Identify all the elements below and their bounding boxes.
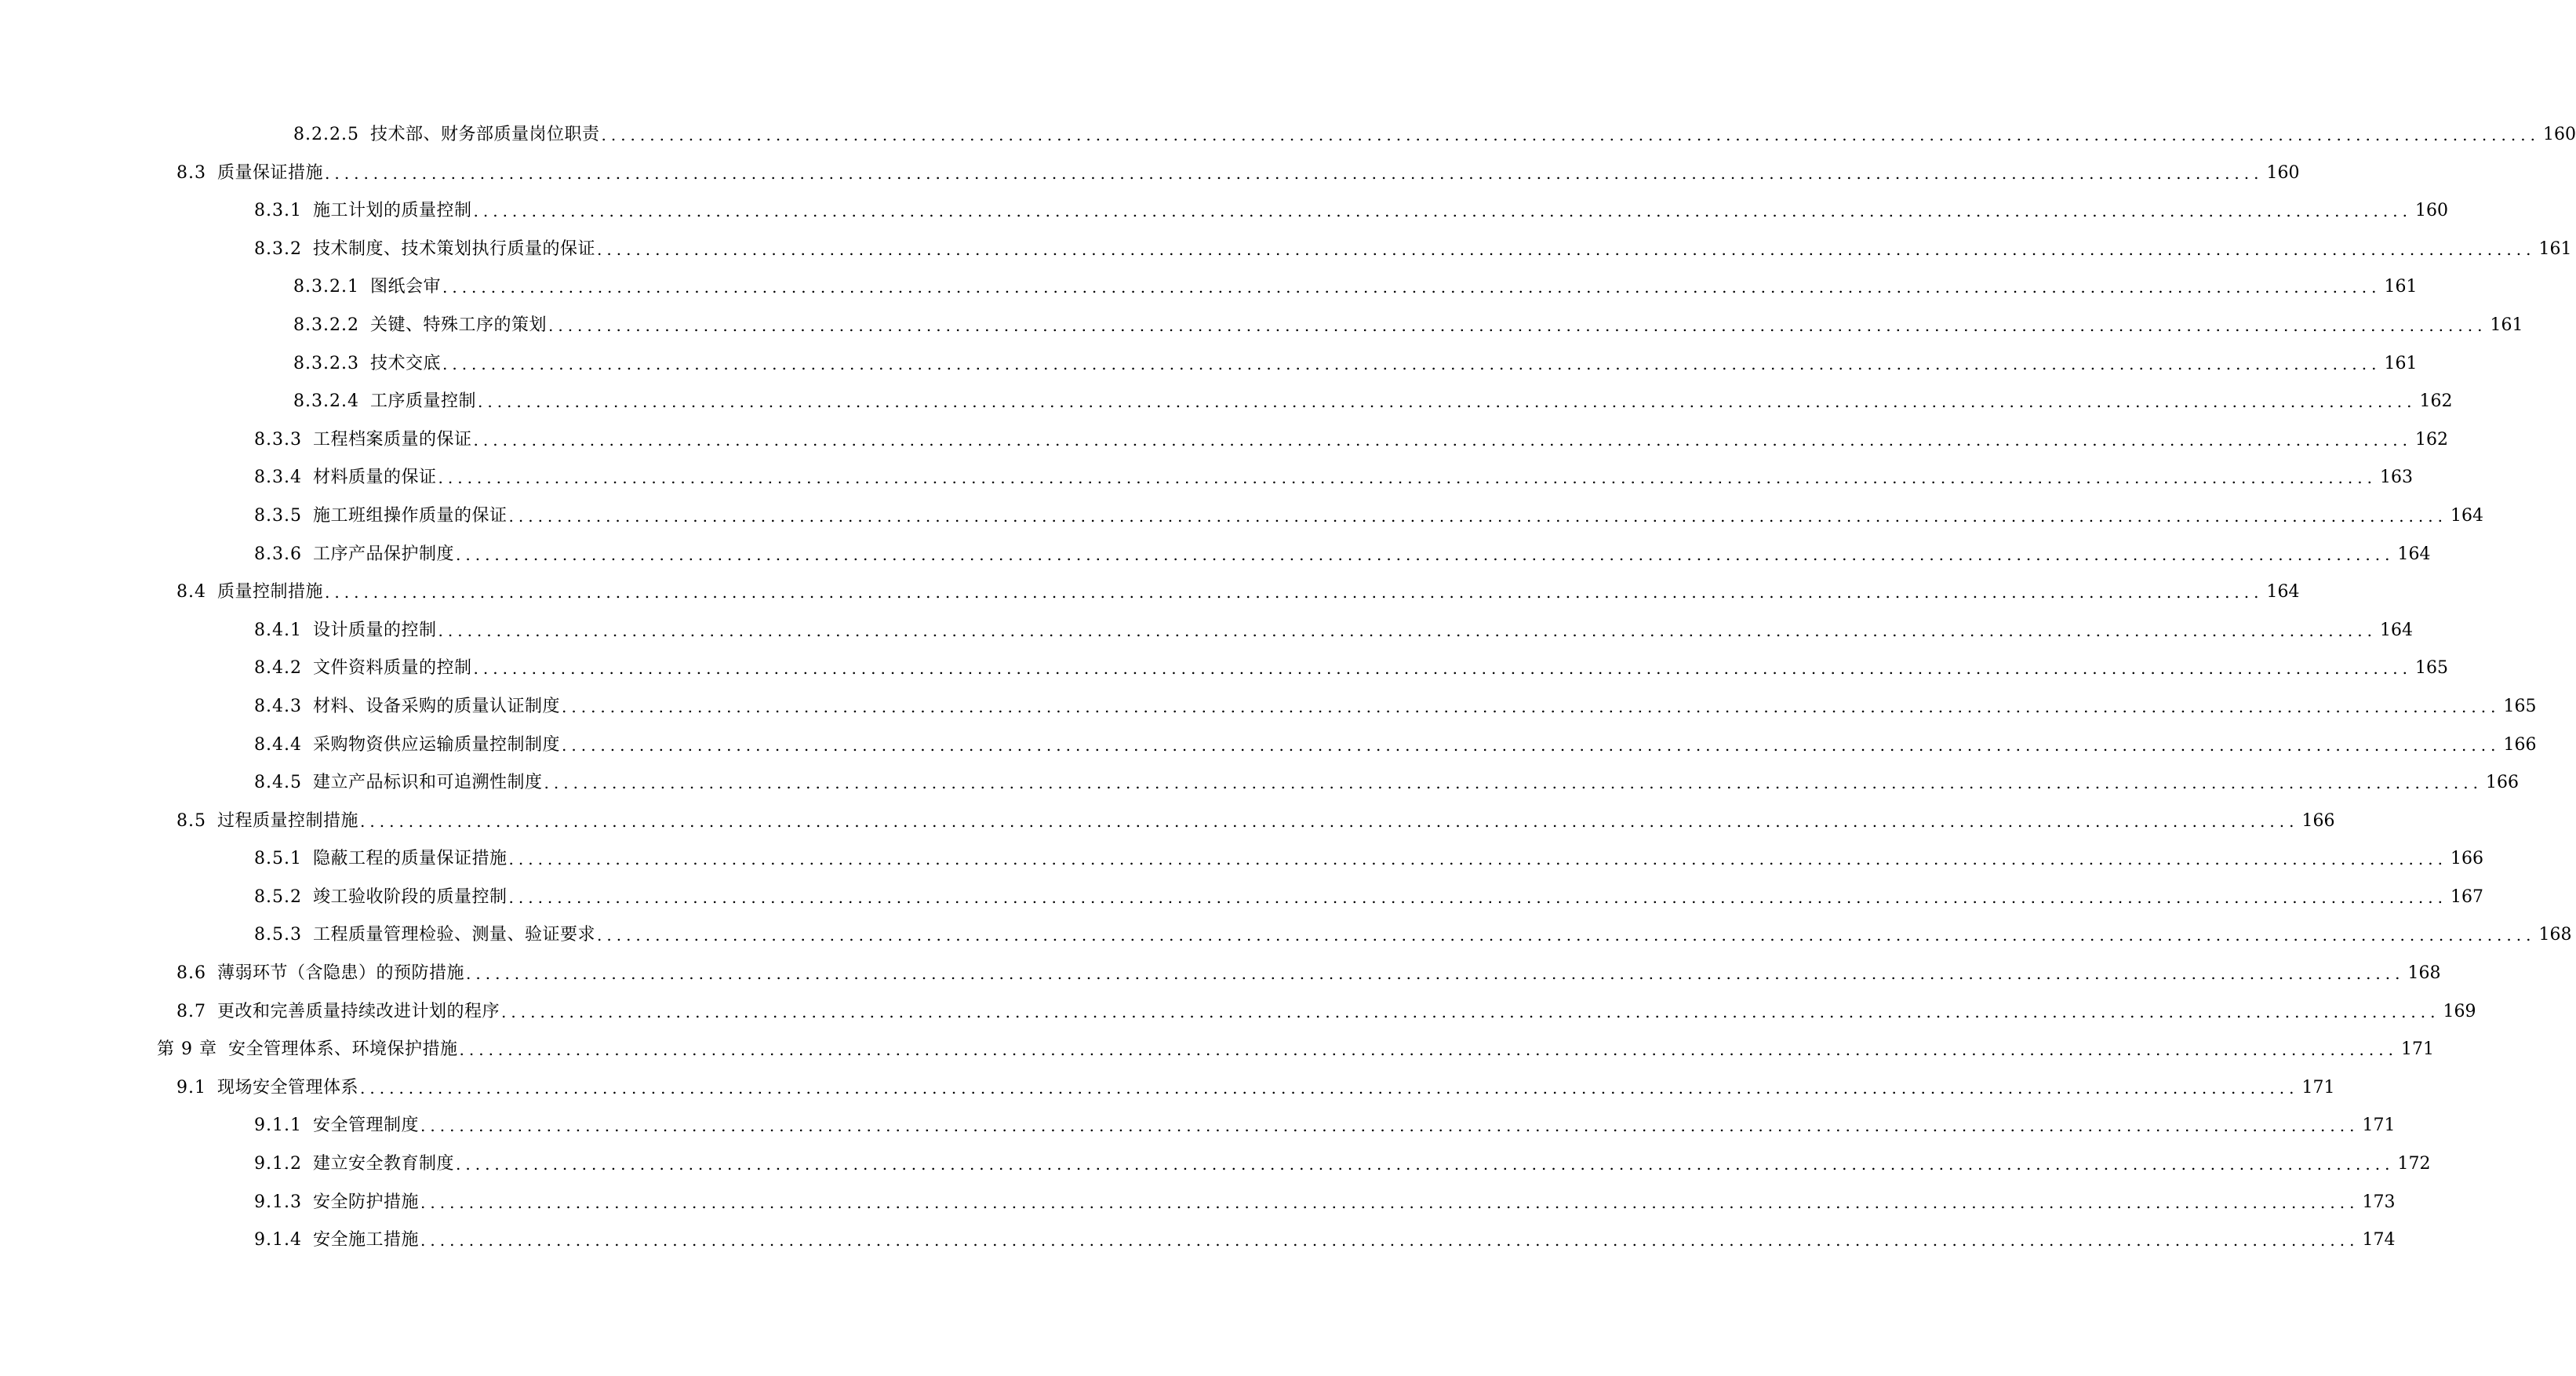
toc-entry-title: 过程质量控制措施 <box>217 810 359 831</box>
toc-entry-title: 材料质量的保证 <box>312 468 437 488</box>
toc-entry[interactable] <box>0 955 2441 993</box>
toc-entry-title: 技术制度、技术策划执行质量的保证 <box>312 238 595 259</box>
toc-entry-page-number: 168 <box>2407 963 2441 984</box>
toc-entry-title: 安全管理体系、环境保护措施 <box>227 1039 458 1060</box>
toc-entry-title: 工程档案质量的保证 <box>312 429 472 450</box>
toc-entry-number: 第 9 章 <box>157 1039 217 1060</box>
toc-entry-title: 竣工验收阶段的质量控制 <box>312 886 508 907</box>
toc-dot-leader: ........................................................................................................................................................................................................ <box>508 506 2447 526</box>
toc-dot-leader: ........................................................................................................................................................................................................ <box>420 1192 2360 1212</box>
toc-entry[interactable] <box>0 650 2448 688</box>
toc-entry-number: 8.4.4 <box>254 734 302 755</box>
toc-entry-title: 建立安全教育制度 <box>312 1154 454 1174</box>
toc-entry-title: 关键、特殊工序的策划 <box>369 315 547 335</box>
toc-entry-number: 8.4.2 <box>254 658 302 679</box>
toc-entry-number: 8.3.2.4 <box>293 391 359 412</box>
toc-entry[interactable] <box>0 993 2476 1032</box>
toc-entry-number: 8.6 <box>176 963 206 984</box>
toc-entry[interactable] <box>0 726 2537 765</box>
toc-entry[interactable] <box>0 1069 2335 1108</box>
toc-entry-title: 文件资料质量的控制 <box>312 658 472 679</box>
toc-entry[interactable] <box>0 116 2576 155</box>
toc-dot-leader: ........................................................................................................................................................................................................ <box>456 1155 2395 1174</box>
toc-entry[interactable] <box>0 1107 2396 1145</box>
toc-entry-page-number: 169 <box>2443 1001 2476 1021</box>
toc-dot-leader: ........................................................................................................................................................................................................ <box>473 202 2412 221</box>
toc-dot-leader: ........................................................................................................................................................................................................ <box>466 964 2405 984</box>
toc-dot-leader: ........................................................................................................................................................................................................ <box>544 774 2483 793</box>
toc-entry-page-number: 164 <box>2397 544 2431 564</box>
toc-entry-number: 9.1.4 <box>254 1230 302 1250</box>
toc-entry-title: 安全管理制度 <box>312 1116 419 1136</box>
toc-dot-leader: ........................................................................................................................................................................................................ <box>442 354 2381 373</box>
toc-entry-page-number: 173 <box>2362 1192 2396 1212</box>
toc-entry-number: 8.3.2.3 <box>293 353 359 373</box>
toc-entry[interactable] <box>0 840 2483 879</box>
toc-entry-page-number: 164 <box>2450 505 2483 526</box>
toc-entry[interactable] <box>0 612 2413 650</box>
toc-entry[interactable] <box>0 459 2413 497</box>
toc-entry-page-number: 167 <box>2450 886 2483 907</box>
toc-entry[interactable] <box>0 688 2537 726</box>
toc-entry-title: 技术交底 <box>369 353 441 373</box>
toc-entry[interactable] <box>0 345 2418 384</box>
toc-dot-leader: ........................................................................................................................................................................................................ <box>325 583 2264 602</box>
toc-entry-page-number: 168 <box>2538 925 2572 945</box>
toc-entry-page-number: 172 <box>2397 1154 2431 1174</box>
toc-entry[interactable] <box>0 879 2483 917</box>
toc-entry-page-number: 161 <box>2384 277 2418 297</box>
toc-entry-number: 8.3.3 <box>254 429 302 450</box>
toc-entry-number: 9.1.1 <box>254 1116 302 1136</box>
toc-entry-title: 现场安全管理体系 <box>217 1077 359 1098</box>
toc-dot-leader: ........................................................................................................................................................................................................ <box>562 735 2501 755</box>
toc-entry[interactable] <box>0 421 2448 460</box>
toc-entry-number: 8.3.2 <box>254 238 302 259</box>
toc-entry-page-number: 162 <box>2414 429 2448 450</box>
toc-dot-leader: ........................................................................................................................................................................................................ <box>438 621 2377 640</box>
toc-entry-title: 工序产品保护制度 <box>312 544 454 564</box>
toc-entry-number: 8.7 <box>176 1001 206 1021</box>
toc-dot-leader: ........................................................................................................................................................................................................ <box>562 697 2501 716</box>
toc-entry[interactable] <box>0 268 2418 307</box>
toc-entry-title: 工序质量控制 <box>369 391 476 412</box>
toc-entry[interactable] <box>0 383 2453 421</box>
toc-entry-page-number: 160 <box>2414 201 2448 221</box>
toc-entry-page-number: 161 <box>2490 315 2523 335</box>
toc-entry-title: 质量控制措施 <box>217 582 324 602</box>
toc-dot-leader: ........................................................................................................................................................................................................ <box>548 315 2487 335</box>
toc-entry-title: 施工班组操作质量的保证 <box>312 505 508 526</box>
toc-dot-leader: ........................................................................................................................................................................................................ <box>597 239 2536 259</box>
toc-dot-leader: ........................................................................................................................................................................................................ <box>508 887 2447 907</box>
toc-entry-title: 图纸会审 <box>369 277 441 297</box>
toc-entry-page-number: 160 <box>2266 162 2300 183</box>
toc-dot-leader: ........................................................................................................................................................................................................ <box>501 1002 2440 1021</box>
toc-entry[interactable] <box>0 536 2431 574</box>
toc-entry-page-number: 164 <box>2379 620 2413 640</box>
toc-entry[interactable] <box>0 1031 2434 1069</box>
toc-entry-number: 8.5.1 <box>254 849 302 869</box>
toc-entry-title: 质量保证措施 <box>217 162 324 183</box>
toc-entry[interactable] <box>0 307 2523 345</box>
toc-entry-number: 8.3.4 <box>254 468 302 488</box>
toc-dot-leader: ........................................................................................................................................................................................................ <box>459 1040 2398 1060</box>
toc-entry-page-number: 171 <box>2301 1077 2335 1098</box>
toc-entry-page-number: 160 <box>2542 125 2576 144</box>
toc-entry[interactable] <box>0 573 2300 612</box>
toc-dot-leader: ........................................................................................................................................................................................................ <box>601 126 2540 144</box>
toc-entry[interactable] <box>0 231 2572 269</box>
toc-entry-number: 8.4.3 <box>254 696 302 716</box>
toc-dot-leader: ........................................................................................................................................................................................................ <box>456 544 2395 564</box>
toc-entry-number: 8.2.2.5 <box>293 125 359 144</box>
toc-dot-leader: ........................................................................................................................................................................................................ <box>325 163 2264 183</box>
toc-entry-page-number: 164 <box>2266 582 2300 602</box>
toc-entry-title: 安全防护措施 <box>312 1192 419 1212</box>
toc-entry-page-number: 166 <box>2485 773 2519 793</box>
toc-entry-number: 8.5.3 <box>254 925 302 945</box>
toc-dot-leader: ........................................................................................................................................................................................................ <box>360 1078 2299 1098</box>
toc-entry-number: 8.3.6 <box>254 544 302 564</box>
toc-dot-leader: ........................................................................................................................................................................................................ <box>360 811 2299 831</box>
toc-entry-number: 8.3.2.2 <box>293 315 359 335</box>
toc-dot-leader: ........................................................................................................................................................................................................ <box>473 659 2412 679</box>
toc-dot-leader: ........................................................................................................................................................................................................ <box>438 468 2377 488</box>
toc-entry[interactable] <box>0 803 2335 841</box>
toc-dot-leader: ........................................................................................................................................................................................................ <box>597 926 2536 945</box>
toc-entry-number: 8.5.2 <box>254 886 302 907</box>
toc-entry-number: 8.4.5 <box>254 773 302 793</box>
toc-entry-title: 薄弱环节（含隐患）的预防措施 <box>217 963 465 984</box>
toc-entry-page-number: 166 <box>2450 849 2483 869</box>
toc-dot-leader: ........................................................................................................................................................................................................ <box>477 392 2417 412</box>
toc-entry-page-number: 165 <box>2414 658 2448 679</box>
toc-entry-number: 8.4.1 <box>254 620 302 640</box>
toc-dot-leader: ........................................................................................................................................................................................................ <box>473 430 2412 450</box>
toc-entry-number: 8.3.2.1 <box>293 277 359 297</box>
toc-dot-leader: ........................................................................................................................................................................................................ <box>420 1231 2360 1250</box>
toc-entry-number: 8.3 <box>176 162 206 183</box>
toc-entry-title: 设计质量的控制 <box>312 620 437 640</box>
toc-entry-page-number: 166 <box>2503 734 2537 755</box>
toc-entry-number: 9.1 <box>176 1077 206 1098</box>
toc-entry-page-number: 165 <box>2503 696 2537 716</box>
toc-entry-number: 8.4 <box>176 582 206 602</box>
toc-entry-title: 工程质量管理检验、测量、验证要求 <box>312 925 595 945</box>
toc-entry-number: 9.1.2 <box>254 1154 302 1174</box>
toc-entry-title: 施工计划的质量控制 <box>312 201 472 221</box>
toc-entry[interactable] <box>0 497 2483 536</box>
toc-entry[interactable] <box>0 1184 2396 1222</box>
toc-entry-page-number: 171 <box>2400 1039 2434 1060</box>
toc-entry-title: 建立产品标识和可追溯性制度 <box>312 773 543 793</box>
toc-entry-page-number: 166 <box>2301 810 2335 831</box>
toc-entry[interactable] <box>0 764 2519 803</box>
toc-entry-title: 隐蔽工程的质量保证措施 <box>312 849 508 869</box>
toc-entry-number: 8.3.1 <box>254 201 302 221</box>
toc-entry[interactable] <box>0 1145 2431 1184</box>
toc-entry-page-number: 161 <box>2384 353 2418 373</box>
toc-entry-page-number: 163 <box>2379 468 2413 488</box>
toc-entry-title: 采购物资供应运输质量控制制度 <box>312 734 560 755</box>
toc-dot-leader: ........................................................................................................................................................................................................ <box>508 850 2447 869</box>
toc-entry-number: 9.1.3 <box>254 1192 302 1212</box>
toc-dot-leader: ........................................................................................................................................................................................................ <box>420 1116 2360 1136</box>
table-of-contents <box>0 116 2576 1260</box>
toc-entry-title: 安全施工措施 <box>312 1230 419 1250</box>
toc-entry-number: 8.3.5 <box>254 505 302 526</box>
toc-entry-page-number: 174 <box>2362 1230 2396 1250</box>
toc-entry[interactable] <box>0 1221 2396 1260</box>
toc-entry-number: 8.5 <box>176 810 206 831</box>
toc-entry[interactable] <box>0 155 2300 193</box>
toc-entry[interactable] <box>0 192 2448 231</box>
toc-entry-page-number: 171 <box>2362 1116 2396 1136</box>
toc-entry-title: 更改和完善质量持续改进计划的程序 <box>217 1001 500 1021</box>
toc-entry-page-number: 161 <box>2538 238 2572 259</box>
toc-entry-title: 技术部、财务部质量岗位职责 <box>369 125 600 144</box>
toc-entry-page-number: 162 <box>2419 391 2453 412</box>
toc-entry[interactable] <box>0 916 2572 955</box>
toc-entry-title: 材料、设备采购的质量认证制度 <box>312 696 560 716</box>
toc-dot-leader: ........................................................................................................................................................................................................ <box>442 278 2381 297</box>
